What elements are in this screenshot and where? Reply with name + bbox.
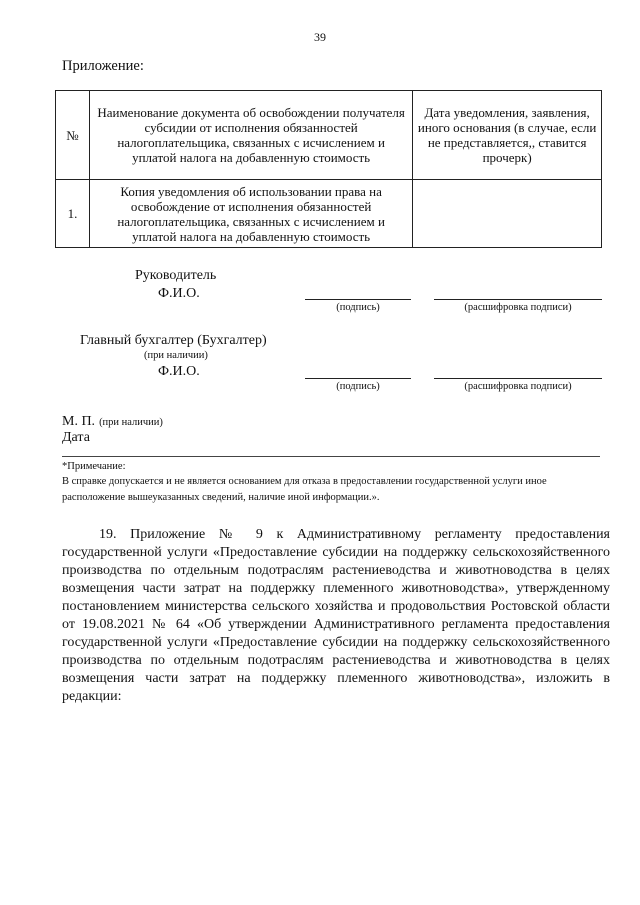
stamp-note: (при наличии) — [99, 417, 163, 428]
head-signature-line — [305, 299, 411, 300]
appendix-table — [55, 90, 602, 248]
footnote-divider — [62, 456, 600, 457]
header-document-name: Наименование документа об освобождении получателя субсидии от исполнения обязанностей налогоплательщика, связанных с исчислением и уплатой налога на добавленную стоимость — [89, 91, 412, 180]
footnote-title: *Примечание: — [62, 461, 126, 472]
accountant-label: Главный бухгалтер (Бухгалтер) — [80, 333, 267, 348]
head-sign-caption: (подпись) — [336, 302, 380, 313]
appendix-title: Приложение: — [62, 58, 144, 74]
page-number: 39 — [314, 30, 326, 44]
body-section — [62, 526, 610, 706]
row-num: 1. — [56, 180, 90, 248]
accountant-sign-caption: (подпись) — [336, 381, 380, 392]
header-notice-date: Дата уведомления, заявления, иного основания (в случае, если не представляется,, ставится прочерк) — [413, 91, 602, 180]
table-header-row — [56, 91, 602, 180]
accountant-fio: Ф.И.О. — [158, 364, 200, 379]
stamp-label: М. П. — [62, 414, 96, 429]
head-decode-line — [434, 299, 602, 300]
date-label: Дата — [62, 430, 90, 445]
row-document-name: Копия уведомления об использовании права на освобождение от исполнения обязанностей налогоплательщика, связанных с исчислением и уплатой налога на добавленную стоимость — [89, 180, 412, 248]
row-notice-date — [413, 180, 602, 248]
accountant-signature-line — [305, 378, 411, 379]
accountant-note: (при наличии) — [144, 350, 208, 361]
body-paragraph: 19. Приложение № 9 к Административному регламенту предоставления государственной услуги «Предоставление субсидии на поддержку сельскохозяйственного производства по отдельным подотраслям растениеводства и животноводства в целях возмещения части затрат на поддержку племенного животноводства», утвержденному постановлением министерства сельского хозяйства и продовольствия Ростовской области от 19.08.2021 № 64 «Об утверждении Административного регламента предоставления государственной услуги «Предоставление субсидии на поддержку сельскохозяйственного производства по отдельным подотраслям растениеводства и животноводства в целях возмещения части затрат на поддержку племенного животноводства», изложить в редакции: — [62, 527, 610, 704]
stamp-line — [62, 412, 163, 430]
head-decode-caption: (расшифровка подписи) — [464, 302, 572, 313]
header-num: № — [56, 91, 90, 180]
accountant-decode-line — [434, 378, 602, 379]
head-fio: Ф.И.О. — [158, 286, 200, 301]
head-label: Руководитель — [135, 268, 217, 283]
footnote-text: В справке допускается и не является основанием для отказа в предоставлении государственной услуги иное расположение вышеуказанных сведений, наличие иной информации.». — [62, 476, 547, 503]
accountant-decode-caption: (расшифровка подписи) — [464, 381, 572, 392]
table-row — [56, 180, 602, 248]
